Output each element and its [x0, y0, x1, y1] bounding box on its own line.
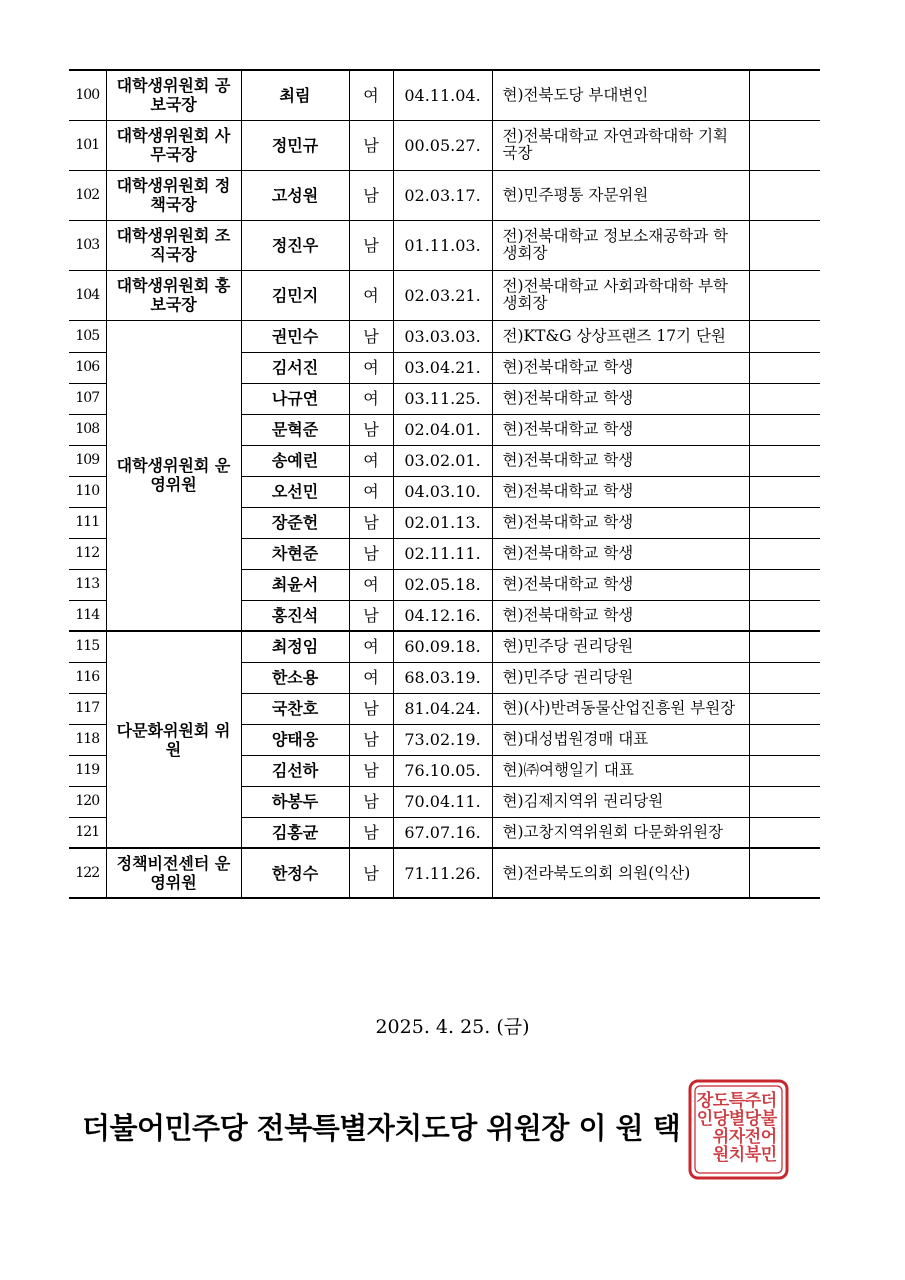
- birth-date: 00.05.27.: [393, 120, 492, 170]
- committee-position: 대학생위원회 운영위원: [106, 320, 241, 631]
- gender: 남: [349, 693, 393, 724]
- member-name: 나규연: [241, 383, 349, 414]
- career-note: 현)민주당 권리당원: [492, 662, 749, 693]
- birth-date: 67.07.16.: [393, 817, 492, 848]
- birth-date: 04.03.10.: [393, 476, 492, 507]
- career-note: 현)전북대학교 학생: [492, 600, 749, 631]
- document-date: 2025. 4. 25. (금): [375, 1016, 530, 1038]
- blank-cell: [749, 755, 820, 786]
- blank-cell: [749, 220, 820, 270]
- birth-date: 03.02.01.: [393, 445, 492, 476]
- row-number: 119: [69, 755, 106, 786]
- seal-glyph: 당: [712, 1109, 730, 1129]
- birth-date: 02.03.21.: [393, 270, 492, 320]
- member-name: 김선하: [241, 755, 349, 786]
- seal-glyph: 전: [744, 1127, 762, 1147]
- member-name: 한정수: [241, 848, 349, 898]
- seal-glyph: 어: [760, 1127, 778, 1147]
- blank-cell: [749, 70, 820, 120]
- seal-glyph: 원: [712, 1145, 730, 1165]
- birth-date: 02.05.18.: [393, 569, 492, 600]
- career-note: 현)전북대학교 학생: [492, 476, 749, 507]
- blank-cell: [749, 538, 820, 569]
- seal-glyph: 별: [728, 1109, 746, 1129]
- birth-date: 03.11.25.: [393, 383, 492, 414]
- birth-date: 04.12.16.: [393, 600, 492, 631]
- table-row: [69, 170, 820, 220]
- blank-cell: [749, 445, 820, 476]
- member-name: 최정임: [241, 631, 349, 662]
- blank-cell: [749, 507, 820, 538]
- birth-date: 02.11.11.: [393, 538, 492, 569]
- seal-glyph: 인: [696, 1109, 714, 1129]
- blank-cell: [749, 724, 820, 755]
- blank-cell: [749, 662, 820, 693]
- gender: 남: [349, 755, 393, 786]
- career-note: 현)전북도당 부대변인: [492, 70, 749, 120]
- birth-date: 04.11.04.: [393, 70, 492, 120]
- member-name: 김서진: [241, 352, 349, 383]
- row-number: 104: [69, 270, 106, 320]
- seal-glyph: 위: [712, 1127, 730, 1147]
- gender: 남: [349, 414, 393, 445]
- seal-glyph: 북: [744, 1145, 762, 1165]
- birth-date: 70.04.11.: [393, 786, 492, 817]
- row-number: 110: [69, 476, 106, 507]
- birth-date: 03.03.03.: [393, 320, 492, 352]
- blank-cell: [749, 414, 820, 445]
- official-seal-stamp: [687, 1078, 790, 1181]
- row-number: 118: [69, 724, 106, 755]
- row-number: 111: [69, 507, 106, 538]
- seal-glyph: 자: [728, 1127, 746, 1147]
- member-name: 차현준: [241, 538, 349, 569]
- career-note: 현)(사)반려동물산업진흥원 부원장: [492, 693, 749, 724]
- blank-cell: [749, 786, 820, 817]
- row-number: 116: [69, 662, 106, 693]
- gender: 남: [349, 507, 393, 538]
- career-note: 현)전북대학교 학생: [492, 445, 749, 476]
- blank-cell: [749, 817, 820, 848]
- gender: 남: [349, 120, 393, 170]
- member-name: 한소용: [241, 662, 349, 693]
- member-name: 최윤서: [241, 569, 349, 600]
- seal-glyph: 도: [712, 1091, 730, 1111]
- seal-glyph: 민: [760, 1145, 778, 1165]
- member-name: 하봉두: [241, 786, 349, 817]
- signature-line: 더불어민주당 전북특별자치도당 위원장 이 원 택: [82, 1111, 681, 1145]
- gender: 여: [349, 352, 393, 383]
- gender: 여: [349, 662, 393, 693]
- gender: 남: [349, 817, 393, 848]
- gender: 여: [349, 270, 393, 320]
- row-number: 122: [69, 848, 106, 898]
- committee-position: 정책비전센터 운영위원: [106, 848, 241, 898]
- blank-cell: [749, 270, 820, 320]
- gender: 여: [349, 631, 393, 662]
- table-row: [69, 120, 820, 170]
- committee-position: 대학생위원회 정책국장: [106, 170, 241, 220]
- committee-position: 다문화위원회 위원: [106, 631, 241, 848]
- gender: 여: [349, 569, 393, 600]
- career-note: 현)전북대학교 학생: [492, 507, 749, 538]
- member-name: 권민수: [241, 320, 349, 352]
- gender: 남: [349, 220, 393, 270]
- member-name: 양태웅: [241, 724, 349, 755]
- seal-glyph: 당: [744, 1109, 762, 1129]
- table-row: [69, 70, 820, 120]
- birth-date: 68.03.19.: [393, 662, 492, 693]
- career-note: 현)전북대학교 학생: [492, 414, 749, 445]
- row-number: 103: [69, 220, 106, 270]
- gender: 여: [349, 70, 393, 120]
- member-name: 고성원: [241, 170, 349, 220]
- member-name: 김홍균: [241, 817, 349, 848]
- career-note: 현)전북대학교 학생: [492, 352, 749, 383]
- gender: 남: [349, 786, 393, 817]
- blank-cell: [749, 693, 820, 724]
- member-name: 장준헌: [241, 507, 349, 538]
- row-number: 109: [69, 445, 106, 476]
- blank-cell: [749, 170, 820, 220]
- gender: 남: [349, 724, 393, 755]
- table-row: [69, 320, 820, 352]
- row-number: 101: [69, 120, 106, 170]
- row-number: 100: [69, 70, 106, 120]
- blank-cell: [749, 631, 820, 662]
- row-number: 102: [69, 170, 106, 220]
- table-row: [69, 848, 820, 898]
- committee-position: 대학생위원회 사무국장: [106, 120, 241, 170]
- birth-date: 03.04.21.: [393, 352, 492, 383]
- gender: 남: [349, 538, 393, 569]
- member-name: 문혁준: [241, 414, 349, 445]
- seal-glyph: 장: [696, 1091, 714, 1111]
- gender: 남: [349, 320, 393, 352]
- birth-date: 71.11.26.: [393, 848, 492, 898]
- career-note: 현)㈜여행일기 대표: [492, 755, 749, 786]
- row-number: 117: [69, 693, 106, 724]
- committee-position: 대학생위원회 홍보국장: [106, 270, 241, 320]
- seal-glyph: 더: [760, 1091, 778, 1111]
- blank-cell: [749, 383, 820, 414]
- row-number: 113: [69, 569, 106, 600]
- committee-position: 대학생위원회 공보국장: [106, 70, 241, 120]
- blank-cell: [749, 569, 820, 600]
- gender: 남: [349, 600, 393, 631]
- birth-date: 02.03.17.: [393, 170, 492, 220]
- row-number: 106: [69, 352, 106, 383]
- career-note: 현)전북대학교 학생: [492, 383, 749, 414]
- member-name: 정민규: [241, 120, 349, 170]
- career-note: 전)전북대학교 자연과학대학 기획국장: [492, 120, 749, 170]
- birth-date: 81.04.24.: [393, 693, 492, 724]
- career-note: 전)전북대학교 정보소재공학과 학생회장: [492, 220, 749, 270]
- career-note: 현)민주평통 자문위원: [492, 170, 749, 220]
- birth-date: 02.04.01.: [393, 414, 492, 445]
- seal-glyph: 불: [760, 1109, 778, 1129]
- member-name: 송예린: [241, 445, 349, 476]
- career-note: 현)민주당 권리당원: [492, 631, 749, 662]
- table-row: [69, 270, 820, 320]
- blank-cell: [749, 476, 820, 507]
- member-name: 국찬호: [241, 693, 349, 724]
- row-number: 105: [69, 320, 106, 352]
- gender: 여: [349, 445, 393, 476]
- row-number: 107: [69, 383, 106, 414]
- birth-date: 73.02.19.: [393, 724, 492, 755]
- career-note: 현)대성법원경매 대표: [492, 724, 749, 755]
- birth-date: 60.09.18.: [393, 631, 492, 662]
- committee-position: 대학생위원회 조직국장: [106, 220, 241, 270]
- row-number: 120: [69, 786, 106, 817]
- gender: 남: [349, 848, 393, 898]
- gender: 여: [349, 383, 393, 414]
- birth-date: 01.11.03.: [393, 220, 492, 270]
- blank-cell: [749, 848, 820, 898]
- career-note: 전)전북대학교 사회과학대학 부학생회장: [492, 270, 749, 320]
- member-name: 최림: [241, 70, 349, 120]
- gender: 여: [349, 476, 393, 507]
- table-row: [69, 220, 820, 270]
- blank-cell: [749, 320, 820, 352]
- gender: 남: [349, 170, 393, 220]
- birth-date: 02.01.13.: [393, 507, 492, 538]
- row-number: 115: [69, 631, 106, 662]
- career-note: 현)고창지역위원회 다문화위원장: [492, 817, 749, 848]
- career-note: 현)전북대학교 학생: [492, 538, 749, 569]
- seal-glyph: 특: [728, 1091, 746, 1111]
- career-note: 현)김제지역위 권리당원: [492, 786, 749, 817]
- career-note: 전)KT&G 상상프랜즈 17기 단원: [492, 320, 749, 352]
- career-note: 현)전라북도의회 의원(익산): [492, 848, 749, 898]
- table-row: [69, 631, 820, 662]
- member-roster-table: [69, 69, 820, 899]
- row-number: 108: [69, 414, 106, 445]
- blank-cell: [749, 600, 820, 631]
- blank-cell: [749, 352, 820, 383]
- seal-glyph: 주: [744, 1091, 762, 1111]
- row-number: 121: [69, 817, 106, 848]
- row-number: 112: [69, 538, 106, 569]
- seal-glyph: 치: [728, 1145, 746, 1165]
- row-number: 114: [69, 600, 106, 631]
- birth-date: 76.10.05.: [393, 755, 492, 786]
- member-name: 홍진석: [241, 600, 349, 631]
- member-name: 김민지: [241, 270, 349, 320]
- career-note: 현)전북대학교 학생: [492, 569, 749, 600]
- member-name: 오선민: [241, 476, 349, 507]
- blank-cell: [749, 120, 820, 170]
- member-name: 정진우: [241, 220, 349, 270]
